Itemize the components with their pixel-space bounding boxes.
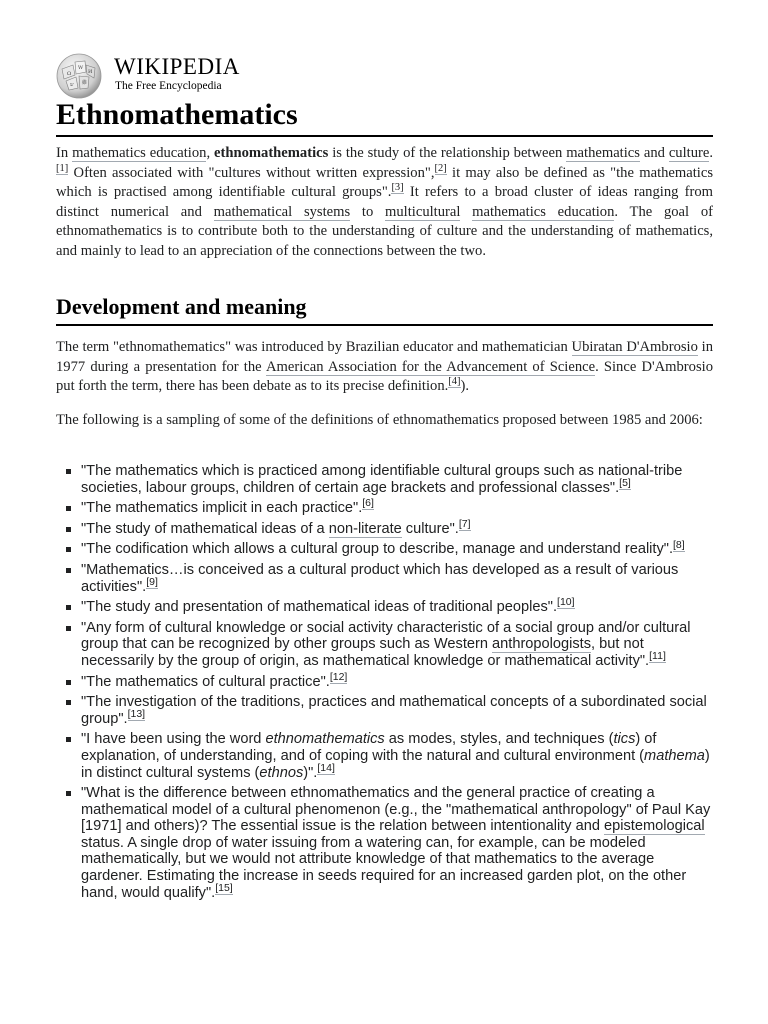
text: )". (303, 764, 318, 781)
link-mathematical-systems[interactable]: mathematical systems (213, 203, 351, 220)
text: The term "ethnomathematics" was introduced by Brazilian educator and mathematician (56, 339, 572, 355)
text: it may also be defined as "the mathematics which is practised among identifiable cultural groups". (56, 164, 713, 201)
link-ubiratan-dambrosio[interactable]: Ubiratan D'Ambrosio (571, 339, 698, 355)
text: Often associated with "cultures without written expression", (68, 164, 435, 181)
link-culture[interactable]: culture (668, 145, 710, 161)
text: "Any form of cultural knowledge or social activity characteristic of a social group and/or cultural group that can be recognized by other groups such as Western (81, 619, 691, 653)
svg-text:ש: ש (70, 82, 74, 88)
text: "The study and presentation of mathematical ideas of traditional peoples". (81, 599, 558, 616)
text: "The codification which allows a cultural group to describe, manage and understand reality". (81, 541, 674, 558)
wikipedia-logo[interactable] (56, 53, 256, 99)
link-epistemological[interactable]: epistemological (604, 818, 705, 835)
citation-12[interactable]: [12] (329, 670, 348, 683)
text: "The study of mathematical ideas of a (81, 520, 329, 537)
bullet (66, 737, 71, 742)
bullet (66, 469, 71, 474)
list-item (56, 497, 713, 517)
wikipedia-tagline: The Free Encyclopedia (115, 80, 222, 92)
list-item (56, 785, 713, 901)
text: as modes, styles, and techniques ( (384, 731, 614, 748)
bullet (66, 605, 71, 610)
text: . Since D'Ambrosio put forth the term, there has been debate as to its precise definition. (56, 358, 713, 395)
bullet (66, 791, 71, 796)
text: ). (460, 378, 470, 395)
text: , but not necessarily by the group of origin, as mathematical knowledge or mathematical activity". (81, 636, 650, 669)
text: and (639, 145, 669, 161)
bullet (66, 626, 71, 631)
text: to (350, 203, 386, 220)
text (460, 204, 472, 220)
bullet (66, 506, 71, 511)
list-item (56, 463, 713, 496)
link-anthropologists[interactable]: anthropologists (492, 636, 592, 653)
link-non-literate[interactable]: non-literate (328, 520, 402, 537)
text: ) in distinct cultural systems ( (81, 747, 710, 781)
list-item (56, 694, 713, 727)
text: "The mathematics which is practiced among identifiable cultural groups such as national-tribe societies, labour groups, children of certain age brackets and professional classes". (81, 463, 683, 496)
text: is the study of the relationship between (328, 145, 567, 161)
text: "Mathematics…is conceived as a cultural product which has developed as a result of various activities". (81, 561, 679, 595)
citation-2[interactable]: [2] (434, 162, 447, 174)
bullet (66, 680, 71, 685)
list-item (56, 596, 713, 616)
citation-7[interactable]: [7] (458, 517, 471, 530)
bullet (66, 527, 71, 532)
text: culture". (401, 520, 459, 537)
text: "What is the difference between ethnomathematics and the general practice of creating a mathematical model of a cultural phenomenon (e.g., the "mathematical anthropology" of Paul Kay [1971] and others)? The essential issue is the relation between intentionality and (81, 785, 711, 835)
text: . (709, 145, 714, 161)
text: "The investigation of the traditions, practices and mathematical concepts of a subordinated social group". (81, 694, 707, 727)
citation-1[interactable]: [1] (56, 162, 69, 174)
citation-6[interactable]: [6] (362, 497, 374, 510)
citation-3[interactable]: [3] (391, 182, 404, 194)
citation-14[interactable]: [14] (317, 761, 335, 774)
italic-text: ethnos (259, 764, 304, 781)
bold-term: ethnomathematics (214, 145, 329, 161)
bullet (66, 700, 71, 705)
link-multicultural[interactable]: multicultural (385, 203, 461, 220)
svg-text:W: W (78, 65, 84, 71)
list-item (56, 562, 713, 595)
lead-paragraph (56, 144, 713, 262)
text: In (56, 145, 73, 161)
wikipedia-globe-icon (56, 53, 102, 99)
list-item (56, 620, 713, 670)
citation-10[interactable]: [10] (557, 596, 575, 609)
text: in 1977 during a presentation for the (56, 339, 714, 375)
development-paragraph (56, 338, 713, 397)
wikipedia-wordmark: WIKIPEDIA (114, 54, 240, 79)
text: "The mathematics implicit in each practice". (81, 500, 363, 517)
list-item (56, 731, 713, 781)
section-heading-development: Development and meaning (56, 293, 713, 326)
citation-4[interactable]: [4] (448, 376, 461, 388)
text: . The goal of ethnomathematics is to contribute both to the understanding of culture and the understanding of mathematics, and mainly to lead to an appreciation of the connections between the two. (56, 203, 713, 259)
link-mathematics-education-2[interactable]: mathematics education (472, 203, 615, 220)
citation-11[interactable]: [11] (649, 650, 666, 663)
text: status. A single drop of water issuing from a watering can, for example, can be modeled mathematically, but we would not attribute knowledge of that mathematics to the average gardener. Estimating the increase in seeds required for an increased garden plot, on the other hand, would qualify". (81, 834, 687, 901)
text: It refers to a broad cluster of ideas ranging from distinct numerical and (56, 184, 713, 220)
list-item (56, 670, 713, 691)
italic-text: tics (613, 731, 636, 748)
svg-text:維: 維 (82, 80, 88, 86)
italic-text: mathema (644, 747, 705, 764)
citation-9[interactable]: [9] (146, 575, 158, 588)
text: "I have been using the word (81, 731, 266, 748)
citation-5[interactable]: [5] (619, 476, 631, 489)
bullet (66, 547, 71, 552)
link-aaas[interactable]: American Association for the Advancement of Science (265, 358, 596, 375)
text: "The mathematics of cultural practice". (81, 673, 330, 690)
page-title: Ethnomathematics (56, 97, 713, 137)
list-item (56, 538, 713, 558)
list-item (56, 517, 713, 538)
text: , (206, 145, 214, 161)
link-mathematics-education[interactable]: mathematics education (72, 145, 207, 161)
link-mathematics[interactable]: mathematics (566, 145, 640, 161)
sampling-paragraph: The following is a sampling of some of the definitions of ethnomathematics proposed between 1985 and 2006: (56, 412, 703, 428)
italic-text: ethnomathematics (265, 731, 385, 748)
citation-8[interactable]: [8] (673, 538, 685, 551)
citation-13[interactable]: [13] (127, 707, 146, 720)
svg-text:И: И (88, 69, 93, 75)
text: ) of explanation, of understanding, and of coping with the natural and cultural environment ( (81, 731, 657, 764)
definitions-list (56, 463, 713, 905)
svg-text:Ω: Ω (67, 71, 72, 77)
citation-15[interactable]: [15] (215, 881, 233, 894)
bullet (66, 568, 71, 573)
